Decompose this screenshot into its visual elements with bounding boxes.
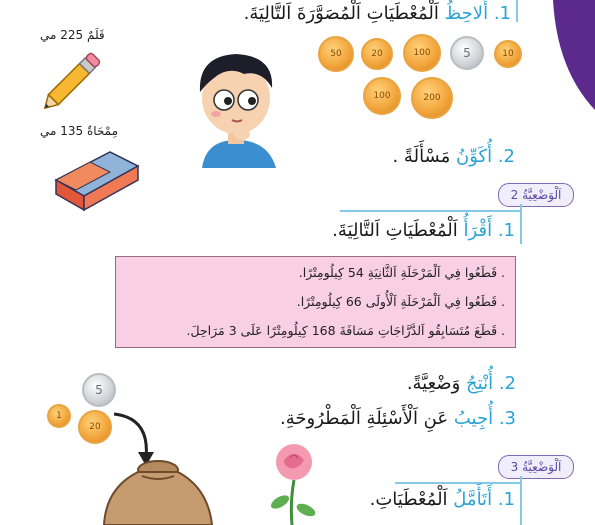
item-marker xyxy=(516,0,518,22)
coin-5: 5 xyxy=(82,373,116,407)
coin-200: 200 xyxy=(411,77,453,119)
facts-box xyxy=(115,256,516,348)
coin-20: 20 xyxy=(78,410,112,444)
corner-decoration xyxy=(545,0,595,110)
instruction-read: 1. أَقْرَأُ اَلْمُعْطَيَاتِ اَلتَّالِيَةَ. xyxy=(332,220,515,241)
fact-line: . قَطَعَ مُتَسَابِقُو اَلدَّرَّاجَاتِ مَسَافَةَ 168 كِيلُومِتْرًا عَلَى 3 مَرَاحِلَ. xyxy=(186,323,505,338)
coin-10: 10 xyxy=(494,40,522,68)
pencil-icon xyxy=(40,42,112,112)
coin-1: 1 xyxy=(47,404,71,428)
coin-100: 100 xyxy=(403,34,441,72)
instruction-contemplate: 1. أَتَأَمَّلُ اَلْمُعْطَيَاتِ. xyxy=(369,489,515,510)
eraser-price: مِمْحَاةٌ 135 مي xyxy=(40,124,119,138)
rose-icon xyxy=(262,440,324,525)
coin-50: 50 xyxy=(318,36,354,72)
instruction-produce: 2. أُنْتِجُ وَضْعِيَّةً. xyxy=(406,373,516,394)
fact-line: . قَطَعُوا فِي اَلْمَرْحَلَةِ اَلْأُولَى 66 كِيلُومِتْرًا. xyxy=(296,294,505,309)
eraser-icon xyxy=(50,138,142,216)
money-bag-icon xyxy=(102,458,214,525)
coin-20: 20 xyxy=(361,38,393,70)
divider xyxy=(520,204,522,244)
coin-100: 100 xyxy=(363,77,401,115)
instruction-answer: 3. أُجِيبُ عَنِ اَلْأَسْئِلَةِ اَلْمَطْرُوحَةِ. xyxy=(280,408,516,429)
boy-thinking-illustration xyxy=(188,48,284,172)
instruction-observe: 1. أُلاحِظُ اَلْمُعْطَيَاتِ اَلْمُصَوَّرَةَ اَلتَّالِيَةَ. xyxy=(243,3,511,24)
coin-5: 5 xyxy=(450,36,484,70)
pencil-price: قَلَمٌ 225 مي xyxy=(40,28,105,42)
divider xyxy=(340,210,520,212)
instruction-compose-problem: 2. أُكَوِّنُ مَسْأَلَةً . xyxy=(392,146,515,167)
fact-line: . قَطَعُوا فِي اَلْمَرْحَلَةِ اَلثَّانِيَةِ 54 كِيلُومِتْرًا. xyxy=(298,265,505,280)
situation-2-badge: اَلْوَضْعِيَّةُ 2 xyxy=(498,183,574,207)
divider xyxy=(395,482,520,484)
divider xyxy=(520,476,522,525)
situation-3-badge: اَلْوَضْعِيَّةُ 3 xyxy=(498,455,574,479)
